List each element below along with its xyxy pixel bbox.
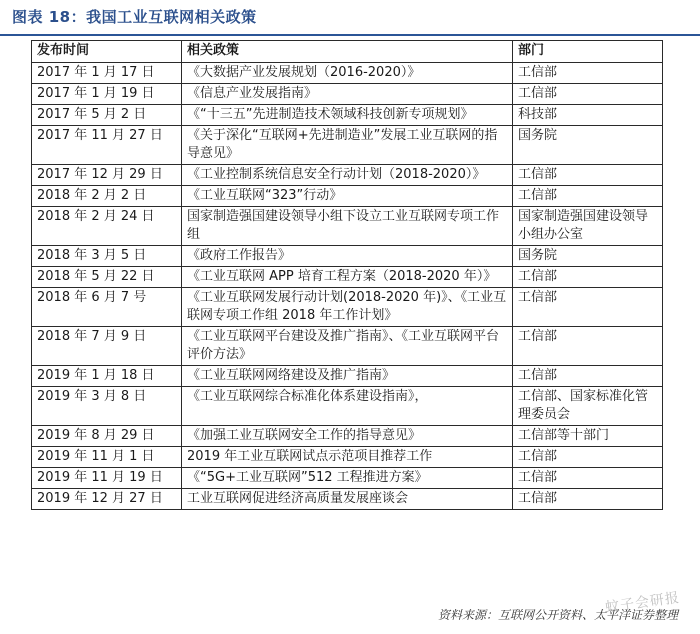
header-department: 部门	[513, 41, 663, 63]
cell-date: 2017 年 1 月 17 日	[32, 63, 182, 84]
title-bar	[0, 0, 700, 36]
cell-date: 2018 年 3 月 5 日	[32, 246, 182, 267]
cell-policy: 《关于深化“互联网+先进制造业”发展工业互联网的指导意见》	[182, 126, 513, 165]
cell-date: 2019 年 12 月 27 日	[32, 489, 182, 510]
header-date: 发布时间	[32, 41, 182, 63]
cell-policy: 《加强工业互联网安全工作的指导意见》	[182, 426, 513, 447]
table-row	[32, 63, 663, 84]
cell-policy: 《信息产业发展指南》	[182, 84, 513, 105]
cell-department: 工信部等十部门	[513, 426, 663, 447]
table-row	[32, 288, 663, 327]
cell-date: 2019 年 1 月 18 日	[32, 366, 182, 387]
table-row	[32, 267, 663, 288]
table-row	[32, 165, 663, 186]
cell-date: 2019 年 11 月 19 日	[32, 468, 182, 489]
header-row	[32, 41, 663, 63]
cell-department: 国务院	[513, 246, 663, 267]
cell-policy: 《工业控制系统信息安全行动计划（2018-2020）》	[182, 165, 513, 186]
cell-department: 工信部	[513, 186, 663, 207]
cell-date: 2017 年 5 月 2 日	[32, 105, 182, 126]
cell-policy: 《工业互联网“323”行动》	[182, 186, 513, 207]
cell-policy: 《政府工作报告》	[182, 246, 513, 267]
source-note: 资料来源：互联网公开资料、太平洋证券整理	[437, 608, 678, 622]
cell-date: 2018 年 7 月 9 日	[32, 327, 182, 366]
table-row	[32, 489, 663, 510]
table-row	[32, 186, 663, 207]
cell-policy: 《大数据产业发展规划（2016-2020）》	[182, 63, 513, 84]
cell-department: 工信部	[513, 327, 663, 366]
table-row	[32, 447, 663, 468]
cell-department: 工信部	[513, 489, 663, 510]
cell-policy: 工业互联网促进经济高质量发展座谈会	[182, 489, 513, 510]
cell-department: 工信部	[513, 267, 663, 288]
cell-department: 工信部	[513, 447, 663, 468]
cell-date: 2019 年 8 月 29 日	[32, 426, 182, 447]
cell-policy: 2019 年工业互联网试点示范项目推荐工作	[182, 447, 513, 468]
table-row	[32, 426, 663, 447]
cell-department: 工信部、国家标准化管理委员会	[513, 387, 663, 426]
table-row	[32, 207, 663, 246]
cell-policy: 《“十三五”先进制造技术领域科技创新专项规划》	[182, 105, 513, 126]
table-row	[32, 246, 663, 267]
cell-date: 2018 年 2 月 2 日	[32, 186, 182, 207]
watermark: 蚊子会研报	[604, 589, 681, 617]
cell-policy: 《工业互联网综合标准化体系建设指南》，	[182, 387, 513, 426]
policy-table	[31, 40, 663, 510]
cell-department: 工信部	[513, 288, 663, 327]
table-row	[32, 105, 663, 126]
cell-department: 工信部	[513, 63, 663, 84]
cell-department: 国务院	[513, 126, 663, 165]
cell-policy: 《工业互联网平台建设及推广指南》、《工业互联网平台评价方法》	[182, 327, 513, 366]
table-row	[32, 327, 663, 366]
cell-date: 2018 年 5 月 22 日	[32, 267, 182, 288]
table-row	[32, 468, 663, 489]
cell-date: 2018 年 6 月 7 号	[32, 288, 182, 327]
cell-department: 工信部	[513, 165, 663, 186]
figure-title: 图表 18：我国工业互联网相关政策	[12, 8, 257, 26]
cell-department: 国家制造强国建设领导小组办公室	[513, 207, 663, 246]
table-row	[32, 126, 663, 165]
table-row	[32, 366, 663, 387]
cell-policy: 国家制造强国建设领导小组下设立工业互联网专项工作组	[182, 207, 513, 246]
header-policy: 相关政策	[182, 41, 513, 63]
cell-date: 2019 年 11 月 1 日	[32, 447, 182, 468]
table-row	[32, 84, 663, 105]
cell-policy: 《“5G+工业互联网”512 工程推进方案》	[182, 468, 513, 489]
cell-policy: 《工业互联网网络建设及推广指南》	[182, 366, 513, 387]
cell-date: 2017 年 1 月 19 日	[32, 84, 182, 105]
cell-date: 2017 年 11 月 27 日	[32, 126, 182, 165]
cell-date: 2017 年 12 月 29 日	[32, 165, 182, 186]
cell-department: 工信部	[513, 366, 663, 387]
cell-date: 2019 年 3 月 8 日	[32, 387, 182, 426]
cell-policy: 《工业互联网发展行动计划(2018-2020 年)》、《工业互联网专项工作组 2018 年工作计划》	[182, 288, 513, 327]
cell-date: 2018 年 2 月 24 日	[32, 207, 182, 246]
cell-department: 工信部	[513, 468, 663, 489]
cell-policy: 《工业互联网 APP 培育工程方案（2018-2020 年）》	[182, 267, 513, 288]
cell-department: 科技部	[513, 105, 663, 126]
cell-department: 工信部	[513, 84, 663, 105]
table-row	[32, 387, 663, 426]
